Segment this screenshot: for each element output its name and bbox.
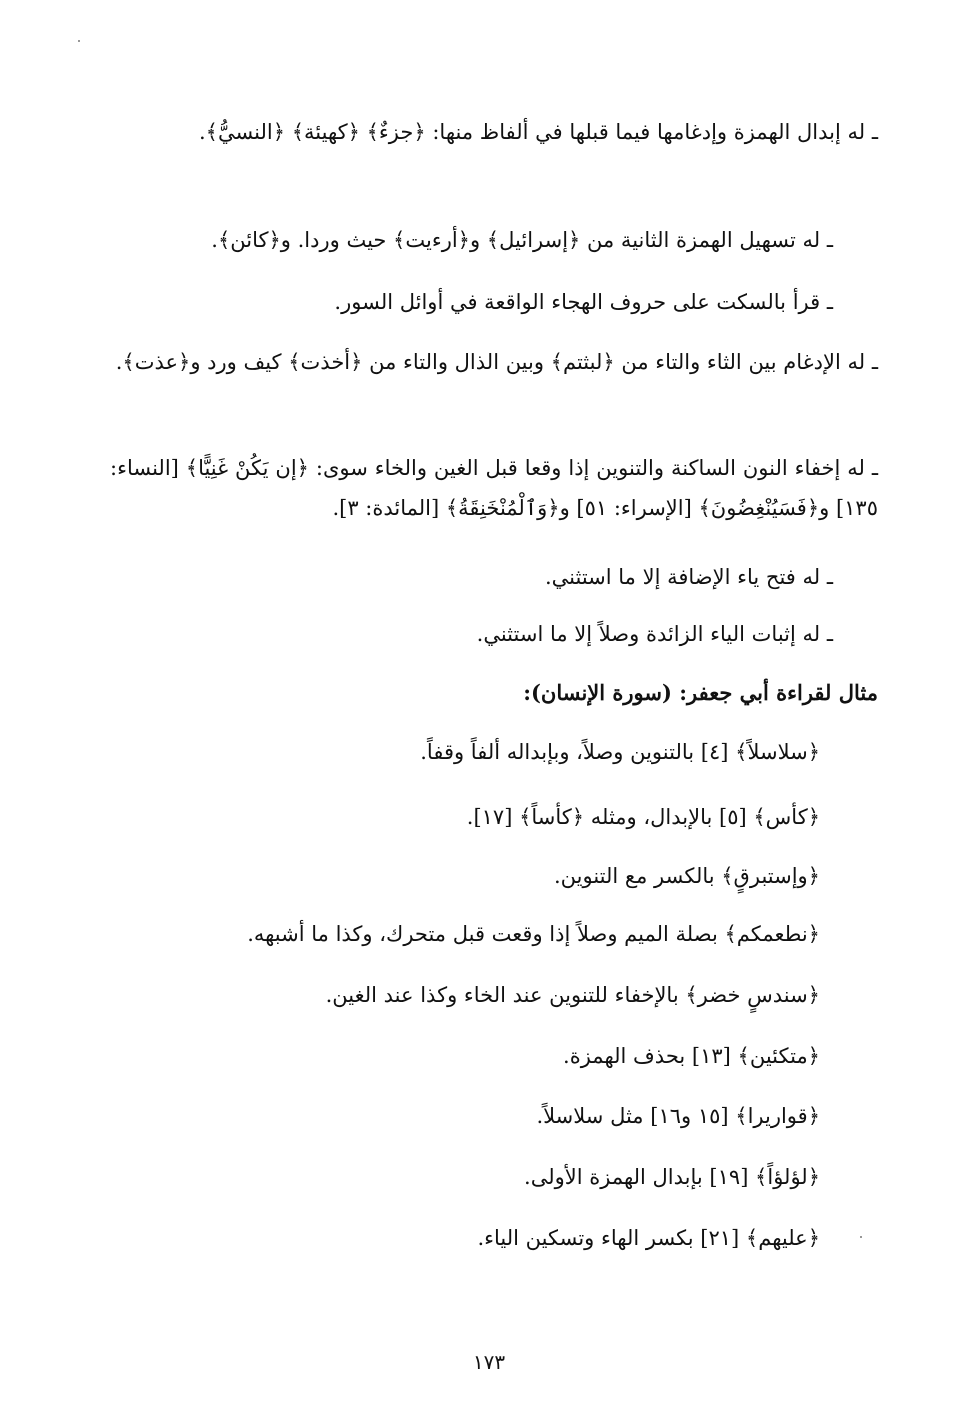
rule-sakt: ـ قرأ بالسكت على حروف الهجاء الواقعة في أوائل السور. bbox=[334, 290, 833, 314]
rule-ikhfa: ـ له إخفاء النون الساكنة والتنوين إذا وقعا قبل الغين والخاء سوى: ﴿إن يَكُنْ غَنِيًّا﴾ [النساء: ١٣٥] و﴿فَسَيُنْغِضُونَ﴾ [الإسراء: ٥١] و﴿وَٱلْمُنْخَنِقَةُ﴾ [المائدة: ٣]. bbox=[110, 456, 878, 520]
example-item: ﴿كأس﴾ [٥] بالإبدال، ومثله ﴿كأساً﴾ [١٧]. bbox=[466, 805, 820, 829]
rule-hamza-idgham: ـ له إبدال الهمزة وإدغامها فيما قبلها في ألفاظ منها: ﴿جزءٌ﴾ ﴿كهيئة﴾ ﴿النسيُّ﴾. bbox=[198, 120, 878, 144]
example-item: ﴿سندسٍ خضر﴾ بالإخفاء للتنوين عند الخاء وكذا عند الغين. bbox=[325, 983, 820, 1007]
scan-speck bbox=[860, 1236, 862, 1238]
example-heading: مثال لقراءة أبي جعفر: (سورة الإنسان): bbox=[523, 680, 878, 705]
rule-idgham-tha-ta: ـ له الإدغام بين الثاء والتاء من ﴿لبثتم﴾ وبين الذال والتاء من ﴿أخذت﴾ كيف ورد و﴿عذت﴾. bbox=[115, 350, 878, 374]
rule-ya-zaida: ـ له إثبات الياء الزائدة وصلاً إلا ما استثني. bbox=[476, 622, 833, 646]
example-item: ﴿سلاسلاً﴾ [٤] بالتنوين وصلاً، وبإبداله ألفاً وقفاً. bbox=[420, 740, 820, 764]
scan-speck bbox=[78, 40, 80, 42]
page-number: ١٧٣ bbox=[472, 1350, 506, 1374]
rule-tashil: ـ له تسهيل الهمزة الثانية من ﴿إسرائيل﴾ و﴿أرءيت﴾ حيث وردا. و﴿كائن﴾. bbox=[211, 228, 833, 252]
example-item: ﴿عليهم﴾ [٢١] بكسر الهاء وتسكين الياء. bbox=[477, 1226, 820, 1250]
example-item: ﴿وإستبرقٍ﴾ بالكسر مع التنوين. bbox=[553, 864, 820, 888]
example-item: ﴿لؤلؤاً﴾ [١٩] بإبدال الهمزة الأولى. bbox=[524, 1165, 820, 1189]
example-item: ﴿قواريرا﴾ [١٥ و١٦] مثل سلاسلاً. bbox=[536, 1104, 820, 1128]
example-item: ﴿متكئين﴾ [١٣] بحذف الهمزة. bbox=[563, 1044, 820, 1068]
example-item: ﴿نطعمكم﴾ بصلة الميم وصلاً إذا وقعت قبل متحرك، وكذا ما أشبهه. bbox=[247, 922, 820, 946]
rule-ya-idafa: ـ له فتح ياء الإضافة إلا ما استثني. bbox=[544, 565, 833, 589]
